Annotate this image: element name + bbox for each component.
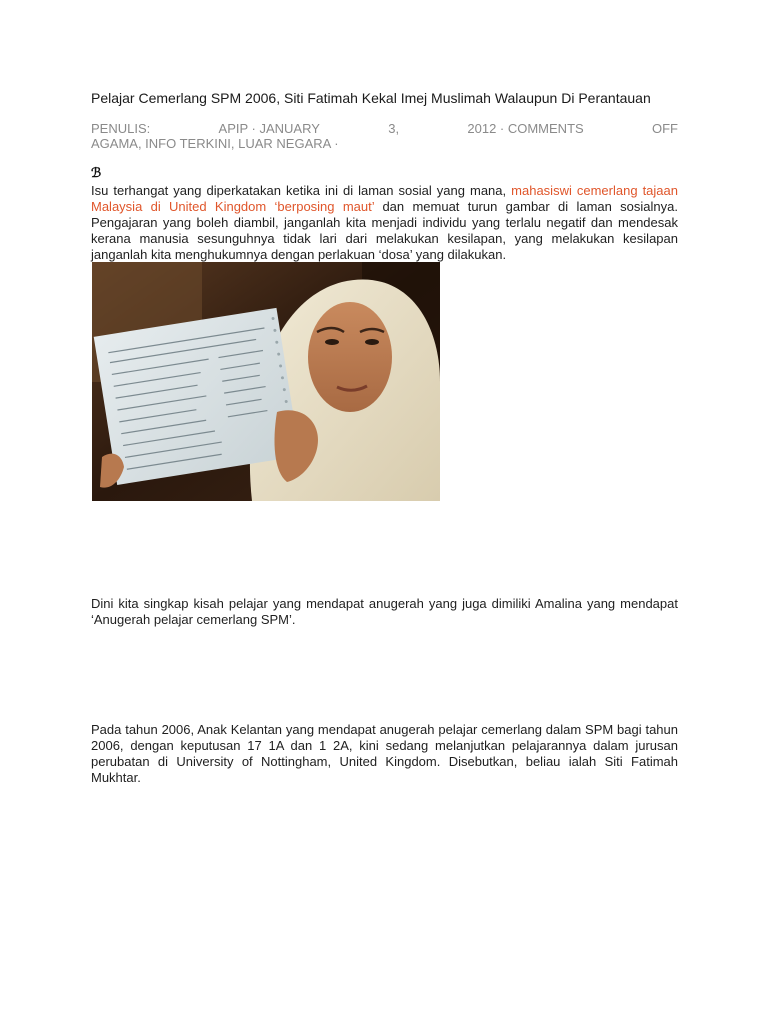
paragraph-amalina: Dini kita singkap kisah pelajar yang mendapat anugerah yang juga dimiliki Amalina yang mendapat ‘Anugerah pelajar cemerlang SPM’.	[91, 596, 678, 627]
article-photo	[92, 262, 440, 501]
meta-line-1	[91, 121, 678, 136]
share-icon[interactable]: ℬ	[91, 165, 101, 180]
paragraph-intro	[91, 183, 678, 263]
article-title: Pelajar Cemerlang SPM 2006, Siti Fatimah Kekal Imej Muslimah Walaupun Di Perantauan	[91, 90, 651, 106]
intro-text-before: Isu terhangat yang diperkatakan ketika ini di laman sosial yang mana,	[91, 183, 512, 198]
comments-off: OFF	[651, 121, 678, 136]
meta-categories[interactable]: AGAMA, INFO TERKINI, LUAR NEGARA ·	[91, 136, 339, 151]
paragraph-siti-fatimah: Pada tahun 2006, Anak Kelantan yang mendapat anugerah pelajar cemerlang dalam SPM bagi tahun 2006, dengan keputusan 17 1A dan 1 2A, kini sedang melanjutkan pelajarannya dalam jurusan perubatan di University of Nottingham, United Kingdom. Disebutkan, beliau ialah Siti Fatimah Mukhtar.	[91, 722, 678, 785]
date-day: 3,	[388, 121, 400, 136]
story-link[interactable]: mahasiswi cemerlang tajaan Malaysia di United Kingdom ‘berposing maut’	[91, 183, 678, 214]
comments-link[interactable]: 2012 · COMMENTS	[467, 121, 584, 136]
intro-text-after: dan memuat turun gambar di laman sosialnya. Pengajaran yang boleh diambil, janganlah kita menjadi individu yang terlalu negatif dan mendesak kerana manusia sesunguhnya tidak lari dari melakukan kesilapan, yang melakukan kesilapan janganlah kita menghukumnya dengan perlakuan ‘dosa’ yang dilakukan.	[91, 199, 678, 262]
article-meta	[91, 121, 678, 151]
author-date-link[interactable]: APIP · JANUARY	[218, 121, 320, 136]
photo-illustration	[92, 262, 440, 501]
author-label: PENULIS:	[91, 121, 151, 136]
